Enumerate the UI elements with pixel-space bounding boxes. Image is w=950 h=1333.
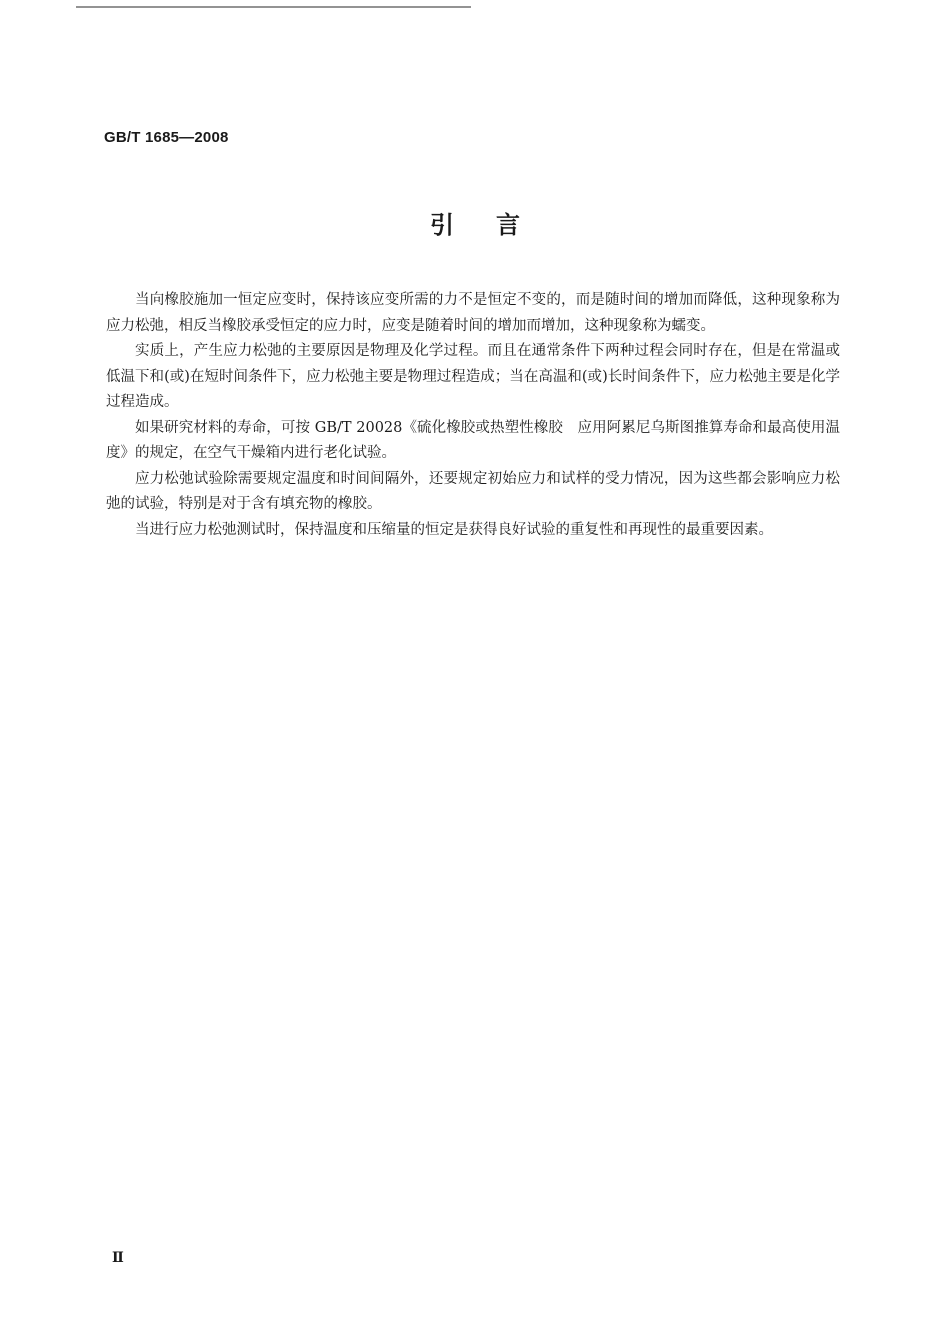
page-title: 引言 [430, 211, 562, 239]
paragraph-4: 应力松弛试验除需要规定温度和时间间隔外，还要规定初始应力和试样的受力情况，因为这些都会影响应力松弛的试验，特别是对于含有填充物的橡胶。 [106, 470, 840, 512]
document-code: GB/T 1685—2008 [104, 129, 229, 146]
scan-edge-line [76, 6, 471, 8]
paragraph-2: 实质上，产生应力松弛的主要原因是物理及化学过程。而且在通常条件下两种过程会同时存在，但是在常温或低温下和(或)在短时间条件下，应力松弛主要是物理过程造成；当在高温和(或)长时间条件下，应力松弛主要是化学过程造成。 [106, 343, 840, 410]
paragraph-3: 如果研究材料的寿命，可按 GB/T 20028《硫化橡胶或热塑性橡胶 应用阿累尼乌斯图推算寿命和最高使用温度》的规定，在空气干燥箱内进行老化试验。 [106, 419, 840, 461]
page-number: Ⅱ [112, 1250, 124, 1266]
paragraph-5: 当进行应力松弛测试时，保持温度和压缩量的恒定是获得良好试验的重复性和再现性的最重要因素。 [135, 521, 773, 538]
body-text [106, 288, 840, 543]
paragraph-1: 当向橡胶施加一恒定应变时，保持该应变所需的力不是恒定不变的，而是随时间的增加而降低，这种现象称为应力松弛，相反当橡胶承受恒定的应力时，应变是随着时间的增加而增加，这种现象称为蠕变。 [106, 292, 840, 334]
